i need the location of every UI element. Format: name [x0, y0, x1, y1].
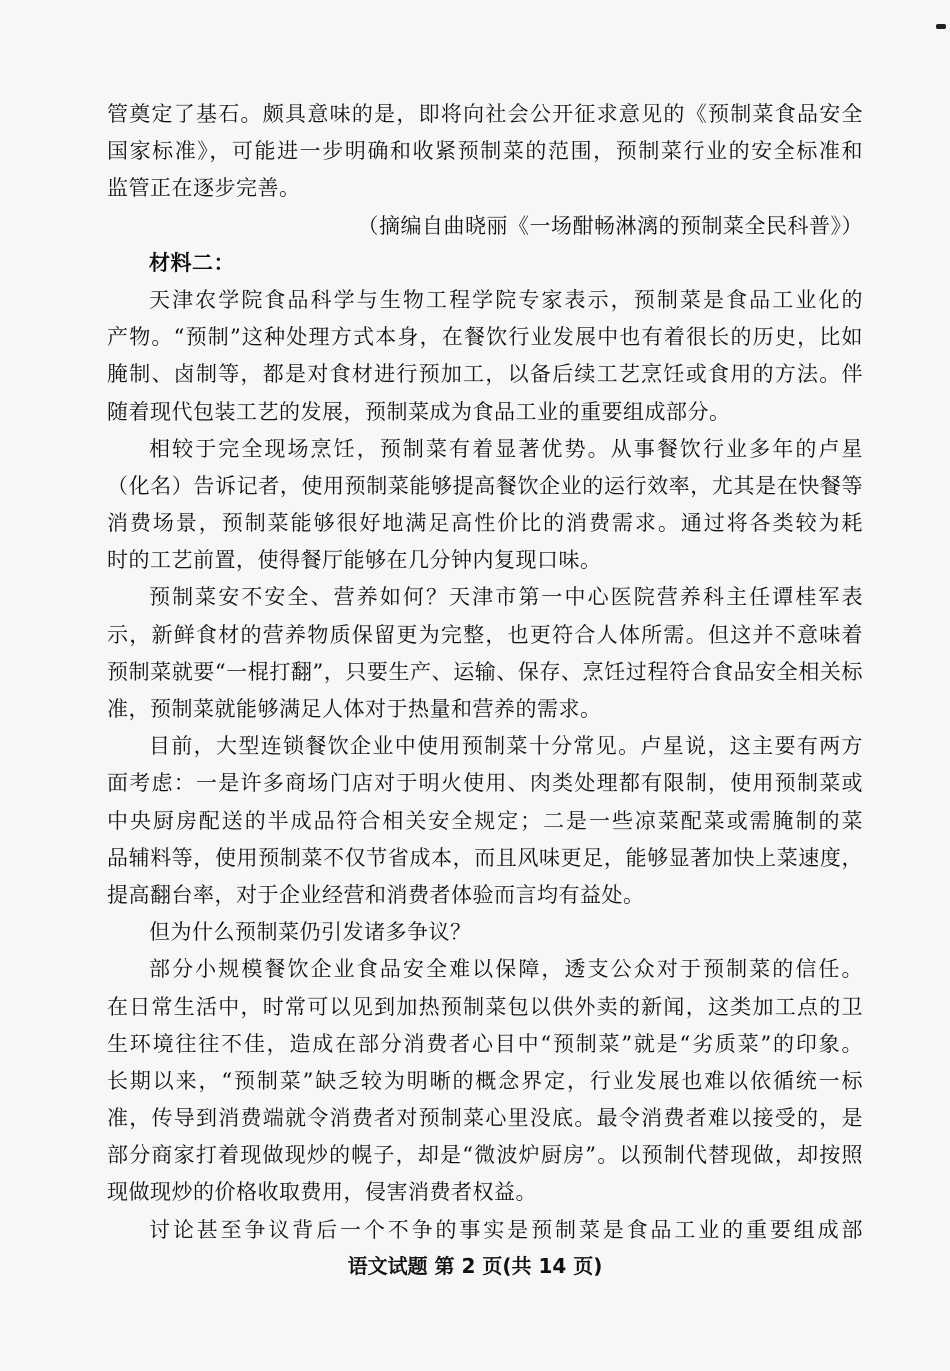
text-line: 但为什么预制菜仍引发诸多争议？: [149, 920, 472, 945]
text-line: 生环境往往不佳，造成在部分消费者心目中“预制菜”就是“劣质菜”的印象。: [107, 1031, 863, 1056]
text-line: 品辅料等，使用预制菜不仅节省成本，而且风味更足，能够显著加快上菜速度，: [107, 845, 863, 870]
text-line: 提高翻台率，对于企业经营和消费者体验而言均有益处。: [107, 882, 645, 907]
text-line: 腌制、卤制等，都是对食材进行预加工，以备后续工艺烹饪或食用的方法。伴: [107, 362, 863, 387]
text-line: 现做现炒的价格收取费用，侵害消费者权益。: [107, 1180, 537, 1205]
text-line: 预制菜就要“一棍打翻”，只要生产、运输、保存、烹饪过程符合食品安全相关标: [107, 659, 863, 684]
text-line: 准，传导到消费端就令消费者对预制菜心里没底。最令消费者难以接受的，是: [107, 1106, 863, 1131]
text-line: 目前，大型连锁餐饮企业中使用预制菜十分常见。卢星说，这主要有两方: [149, 734, 863, 759]
text-line: 时的工艺前置，使得餐厅能够在几分钟内复现口味。: [107, 548, 602, 573]
text-line: （化名）告诉记者，使用预制菜能够提高餐饮企业的运行效率，尤其是在快餐等: [107, 473, 863, 498]
text-line: 准，预制菜就能够满足人体对于热量和营养的需求。: [107, 697, 602, 721]
corner-scan-mark: [936, 24, 946, 29]
source-citation: （摘编自曲晓丽《一场酣畅淋漓的预制菜全民科普》）: [357, 213, 863, 238]
text-line: 随着现代包装工艺的发展，预制菜成为食品工业的重要组成部分。: [107, 399, 731, 424]
text-line: 中央厨房配送的半成品符合相关安全规定；二是一些凉菜配菜或需腌制的菜: [107, 808, 863, 833]
section-heading: 材料二：: [149, 250, 235, 275]
text-line: 预制菜安不安全、营养如何？天津市第一中心医院营养科主任谭桂军表: [149, 585, 863, 610]
text-line: 面考虑：一是许多商场门店对于明火使用、肉类处理都有限制，使用预制菜或: [107, 771, 863, 796]
text-line: 部分小规模餐饮企业食品安全难以保障，透支公众对于预制菜的信任。: [149, 957, 863, 982]
text-line: 讨论甚至争议背后一个不争的事实是预制菜是食品工业的重要组成部: [149, 1217, 863, 1242]
text-line: 示，新鲜食材的营养物质保留更为完整，也更符合人体所需。但这并不意味着: [107, 622, 863, 647]
text-line: 天津农学院食品科学与生物工程学院专家表示，预制菜是食品工业化的: [149, 287, 863, 312]
text-line: 管奠定了基石。颇具意味的是，即将向社会公开征求意见的《预制菜食品安全: [107, 102, 863, 126]
page-footer: 语文试题 第 2 页(共 14 页): [347, 1254, 603, 1278]
text-line: 部分商家打着现做现炒的幌子，却是“微波炉厨房”。以预制代替现做，却按照: [107, 1143, 863, 1168]
text-line: 消费场景，预制菜能够很好地满足高性价比的消费需求。通过将各类较为耗: [107, 511, 863, 536]
text-line: 长期以来，“预制菜”缺乏较为明晰的概念界定，行业发展也难以依循统一标: [107, 1068, 863, 1093]
text-line: 在日常生活中，时常可以见到加热预制菜包以供外卖的新闻，这类加工点的卫: [107, 994, 863, 1019]
text-line: 产物。“预制”这种处理方式本身，在餐饮行业发展中也有着很长的历史，比如: [107, 325, 863, 350]
text-line: 相较于完全现场烹饪，预制菜有着显著优势。从事餐饮行业多年的卢星: [149, 436, 863, 461]
text-line: 监管正在逐步完善。: [107, 176, 301, 201]
text-line: 国家标准》，可能进一步明确和收紧预制菜的范围，预制菜行业的安全标准和: [107, 139, 863, 164]
exam-page-body: [107, 96, 863, 1249]
